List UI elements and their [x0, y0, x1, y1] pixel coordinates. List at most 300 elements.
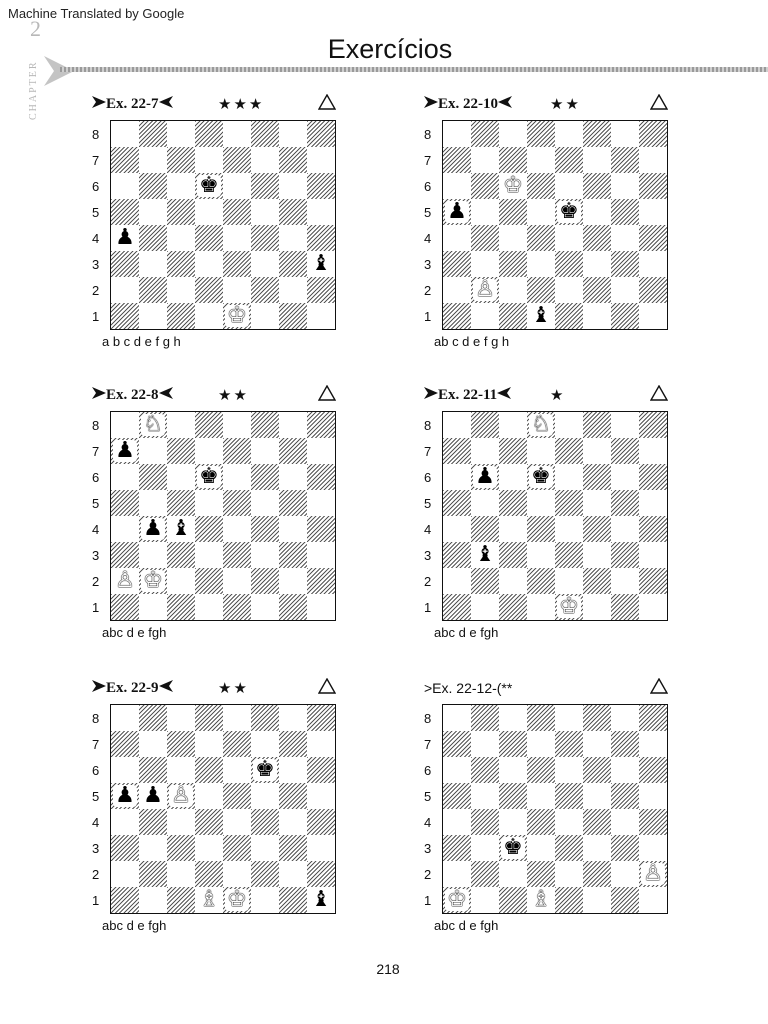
rank-number: 8: [424, 127, 432, 142]
light-square: [471, 887, 499, 913]
page-title: Exercícios: [327, 34, 453, 64]
black-king-icon: ♚: [255, 757, 275, 782]
dark-square: [639, 464, 667, 490]
light-square: [167, 705, 195, 731]
light-square: [527, 783, 555, 809]
light-square: [583, 783, 611, 809]
white-knight-icon: ♘: [531, 412, 551, 437]
light-square: [167, 568, 195, 594]
light-square: [555, 412, 583, 438]
light-square: [443, 705, 471, 731]
light-square: [251, 835, 279, 861]
rank-number: 6: [424, 470, 432, 485]
light-square: [139, 438, 167, 464]
light-square: [499, 277, 527, 303]
light-square: [139, 147, 167, 173]
light-square: [527, 731, 555, 757]
triangle-icon: [650, 385, 668, 401]
rank-number: 6: [92, 179, 100, 194]
light-square: [527, 490, 555, 516]
light-square: [195, 199, 223, 225]
dark-square: [471, 173, 499, 199]
rank-number: 8: [92, 418, 100, 433]
rank-number: 3: [92, 548, 100, 563]
dark-square: [279, 438, 307, 464]
dark-square: [471, 225, 499, 251]
diagram-heading: [424, 680, 674, 700]
white-king-icon: ♔: [503, 173, 523, 198]
triangle-icon: [318, 385, 336, 401]
light-square: [499, 568, 527, 594]
exercise-number: Ex. 22-8: [106, 387, 159, 403]
dark-square: [167, 542, 195, 568]
rank-number: 2: [424, 867, 432, 882]
diagram-ex-22-12: [424, 680, 684, 940]
light-square: [139, 594, 167, 620]
dark-square: [195, 809, 223, 835]
light-square: [471, 783, 499, 809]
light-square: [167, 861, 195, 887]
light-square: [195, 594, 223, 620]
file-labels: abc d e fgh: [434, 918, 499, 933]
dark-square: [307, 861, 335, 887]
black-bishop-icon: ♝: [311, 251, 331, 276]
dark-square: [167, 887, 195, 913]
white-king-icon: ♔: [447, 887, 467, 912]
dark-square: [443, 542, 471, 568]
light-square: [499, 705, 527, 731]
light-square: [443, 568, 471, 594]
dark-square: [639, 173, 667, 199]
dark-square: [111, 303, 139, 329]
dark-square: [223, 783, 251, 809]
light-square: [111, 861, 139, 887]
light-square: [139, 251, 167, 277]
light-square: [279, 277, 307, 303]
dark-square: [639, 412, 667, 438]
dark-square: [583, 121, 611, 147]
light-square: [279, 705, 307, 731]
light-square: [167, 464, 195, 490]
rank-number: 6: [92, 763, 100, 778]
dark-square: [279, 147, 307, 173]
dark-square: [307, 516, 335, 542]
dark-square: [223, 594, 251, 620]
light-square: [195, 783, 223, 809]
arrowhead-left-icon: [159, 387, 173, 399]
light-square: [443, 757, 471, 783]
white-pawn-icon: ♙: [643, 861, 663, 886]
exercise-label: [424, 96, 512, 113]
dark-square: [223, 199, 251, 225]
light-square: [639, 783, 667, 809]
dark-square: [223, 251, 251, 277]
light-square: [555, 277, 583, 303]
dark-square: [111, 835, 139, 861]
dark-square: [583, 809, 611, 835]
light-square: [443, 516, 471, 542]
dark-square: [583, 705, 611, 731]
light-square: [471, 251, 499, 277]
dark-square: [583, 464, 611, 490]
light-square: [499, 121, 527, 147]
light-square: [195, 147, 223, 173]
black-pawn-icon: ♟: [115, 438, 135, 463]
dark-square: [443, 594, 471, 620]
dark-square: [279, 490, 307, 516]
dark-square: [499, 199, 527, 225]
rank-number: 4: [424, 522, 432, 537]
dark-square: [555, 251, 583, 277]
light-square: [583, 303, 611, 329]
light-square: [611, 277, 639, 303]
light-square: [583, 835, 611, 861]
light-square: [555, 861, 583, 887]
light-square: [251, 542, 279, 568]
dark-square: [611, 438, 639, 464]
light-square: [555, 225, 583, 251]
light-square: [471, 835, 499, 861]
dark-square: [111, 542, 139, 568]
light-square: [527, 147, 555, 173]
light-square: [583, 490, 611, 516]
chess-board: [110, 120, 336, 330]
light-square: [639, 731, 667, 757]
rank-number: 7: [424, 153, 432, 168]
light-square: [279, 225, 307, 251]
arrowhead-left-icon: [498, 96, 512, 108]
light-square: [639, 199, 667, 225]
dark-square: [583, 861, 611, 887]
dark-square: [167, 303, 195, 329]
light-square: [111, 464, 139, 490]
rank-number: 4: [424, 231, 432, 246]
dark-square: [111, 147, 139, 173]
dark-square: [527, 809, 555, 835]
light-square: [639, 251, 667, 277]
exercise-number: Ex. 22-9: [106, 680, 159, 696]
light-square: [307, 783, 335, 809]
dark-square: [443, 251, 471, 277]
diagram-ex-22-10: [424, 96, 684, 356]
exercise-number: Ex. 22-11: [438, 387, 498, 403]
light-square: [223, 173, 251, 199]
light-square: [167, 277, 195, 303]
dark-square: [167, 731, 195, 757]
dark-square: [639, 568, 667, 594]
dark-square: [471, 412, 499, 438]
dark-square: [139, 809, 167, 835]
dark-square: [555, 542, 583, 568]
rank-number: 7: [424, 737, 432, 752]
light-square: [555, 809, 583, 835]
rank-number: 4: [424, 815, 432, 830]
light-square: [499, 757, 527, 783]
light-square: [611, 809, 639, 835]
white-knight-icon: ♘: [143, 412, 163, 437]
black-king-icon: ♚: [503, 835, 523, 860]
light-square: [443, 225, 471, 251]
arrowhead-icon: [424, 387, 438, 399]
light-square: [639, 147, 667, 173]
file-labels: abc d e fgh: [434, 625, 499, 640]
dark-square: [139, 277, 167, 303]
light-square: [111, 173, 139, 199]
light-square: [443, 121, 471, 147]
light-square: [167, 757, 195, 783]
exercise-label: [92, 680, 173, 697]
dark-square: [251, 173, 279, 199]
light-square: [279, 173, 307, 199]
rank-number: 6: [92, 470, 100, 485]
dark-square: [223, 147, 251, 173]
light-square: [611, 121, 639, 147]
dark-square: [111, 731, 139, 757]
light-square: [279, 757, 307, 783]
light-square: [611, 225, 639, 251]
light-square: [251, 303, 279, 329]
light-square: [471, 147, 499, 173]
white-pawn-icon: ♙: [475, 277, 495, 302]
light-square: [223, 464, 251, 490]
black-king-icon: ♚: [199, 464, 219, 489]
dark-square: [307, 277, 335, 303]
difficulty-stars: ★: [550, 386, 566, 404]
light-square: [251, 251, 279, 277]
light-square: [195, 542, 223, 568]
rank-number: 6: [424, 179, 432, 194]
light-square: [471, 303, 499, 329]
dark-square: [251, 705, 279, 731]
light-square: [499, 412, 527, 438]
light-square: [307, 147, 335, 173]
light-square: [583, 438, 611, 464]
chess-board: [110, 704, 336, 914]
dark-square: [611, 490, 639, 516]
light-square: [223, 412, 251, 438]
light-square: [139, 835, 167, 861]
dark-square: [443, 303, 471, 329]
dark-square: [195, 757, 223, 783]
light-square: [251, 783, 279, 809]
dark-square: [611, 731, 639, 757]
light-square: [251, 147, 279, 173]
dark-square: [583, 225, 611, 251]
arrowhead-icon: [92, 387, 106, 399]
diagram-heading: [424, 96, 674, 116]
dark-square: [611, 303, 639, 329]
rank-number: 8: [424, 711, 432, 726]
light-square: [639, 887, 667, 913]
dark-square: [471, 861, 499, 887]
light-square: [167, 121, 195, 147]
light-square: [167, 225, 195, 251]
diagram-heading: [92, 96, 342, 116]
dark-square: [195, 516, 223, 542]
light-square: [443, 412, 471, 438]
white-king-icon: ♔: [559, 594, 579, 619]
exercise-label: [92, 387, 173, 404]
light-square: [279, 121, 307, 147]
light-square: [499, 464, 527, 490]
light-square: [583, 887, 611, 913]
page-number: 218: [376, 961, 400, 977]
light-square: [611, 464, 639, 490]
dark-square: [251, 516, 279, 542]
rank-labels: [92, 706, 108, 914]
rank-number: 3: [92, 841, 100, 856]
dark-square: [307, 568, 335, 594]
light-square: [555, 121, 583, 147]
dark-square: [611, 594, 639, 620]
black-pawn-icon: ♟: [475, 464, 495, 489]
dark-square: [527, 568, 555, 594]
light-square: [195, 303, 223, 329]
light-square: [471, 438, 499, 464]
dark-square: [111, 199, 139, 225]
chess-board: [442, 704, 668, 914]
arrowhead-icon: [424, 96, 438, 108]
dark-square: [555, 438, 583, 464]
dark-square: [251, 861, 279, 887]
light-square: [139, 303, 167, 329]
light-square: [251, 887, 279, 913]
dark-square: [527, 225, 555, 251]
dark-square: [443, 490, 471, 516]
dark-square: [167, 594, 195, 620]
white-king-icon: ♔: [143, 568, 163, 593]
light-square: [223, 277, 251, 303]
light-square: [499, 809, 527, 835]
dark-square: [443, 835, 471, 861]
light-square: [307, 594, 335, 620]
dark-square: [611, 199, 639, 225]
dark-square: [499, 594, 527, 620]
diagram-heading: [92, 387, 342, 407]
light-square: [639, 542, 667, 568]
dark-square: [527, 277, 555, 303]
light-square: [195, 490, 223, 516]
light-square: [251, 438, 279, 464]
arrowhead-icon: [92, 96, 106, 108]
rank-number: 5: [424, 496, 432, 511]
light-square: [611, 861, 639, 887]
light-square: [583, 147, 611, 173]
light-square: [555, 173, 583, 199]
chess-board: [442, 411, 668, 621]
light-square: [279, 464, 307, 490]
dark-square: [307, 757, 335, 783]
rank-number: 7: [424, 444, 432, 459]
rank-number: 6: [424, 763, 432, 778]
rank-number: 5: [424, 205, 432, 220]
white-king-icon: ♔: [227, 303, 247, 328]
light-square: [443, 464, 471, 490]
rank-number: 4: [92, 815, 100, 830]
light-square: [639, 594, 667, 620]
rank-number: 3: [92, 257, 100, 272]
light-square: [111, 757, 139, 783]
dark-square: [471, 516, 499, 542]
white-king-icon: ♔: [227, 887, 247, 912]
dark-square: [583, 277, 611, 303]
rank-number: 8: [92, 127, 100, 142]
dark-square: [195, 861, 223, 887]
rank-number: 1: [424, 893, 432, 908]
dark-square: [611, 147, 639, 173]
dark-square: [527, 757, 555, 783]
dark-square: [555, 731, 583, 757]
light-square: [639, 303, 667, 329]
light-square: [279, 809, 307, 835]
dark-square: [639, 809, 667, 835]
black-bishop-icon: ♝: [171, 516, 191, 541]
diagram-ex-22-11: [424, 387, 684, 647]
exercise-number: Ex. 22-10: [438, 96, 498, 112]
rank-number: 2: [92, 283, 100, 298]
light-square: [611, 568, 639, 594]
light-square: [307, 731, 335, 757]
dark-square: [499, 887, 527, 913]
light-square: [279, 861, 307, 887]
dark-square: [279, 835, 307, 861]
light-square: [111, 516, 139, 542]
light-square: [307, 199, 335, 225]
light-square: [583, 731, 611, 757]
light-square: [527, 835, 555, 861]
arrowhead-left-icon: [497, 387, 511, 399]
light-square: [639, 438, 667, 464]
dark-square: [167, 147, 195, 173]
light-square: [251, 490, 279, 516]
dark-square: [555, 490, 583, 516]
dark-square: [555, 303, 583, 329]
dark-square: [527, 861, 555, 887]
dark-square: [499, 783, 527, 809]
chapter-label: CHAPTER: [28, 60, 39, 120]
dark-square: [499, 438, 527, 464]
light-square: [139, 887, 167, 913]
triangle-icon: [318, 678, 336, 694]
difficulty-stars: ★★★: [218, 95, 265, 113]
light-square: [611, 757, 639, 783]
dark-square: [639, 757, 667, 783]
light-square: [443, 809, 471, 835]
light-square: [139, 731, 167, 757]
white-bishop-icon: ♗: [199, 887, 219, 912]
black-pawn-icon: ♟: [143, 783, 163, 808]
light-square: [639, 490, 667, 516]
black-pawn-icon: ♟: [115, 783, 135, 808]
light-square: [223, 705, 251, 731]
dark-square: [279, 542, 307, 568]
light-square: [195, 835, 223, 861]
dark-square: [195, 412, 223, 438]
dark-square: [279, 251, 307, 277]
white-bishop-icon: ♗: [531, 887, 551, 912]
arrowhead-left-icon: [159, 680, 173, 692]
light-square: [443, 277, 471, 303]
rank-labels: [92, 413, 108, 621]
light-square: [555, 705, 583, 731]
light-square: [223, 809, 251, 835]
dark-square: [139, 225, 167, 251]
dark-square: [251, 568, 279, 594]
rank-number: 3: [424, 257, 432, 272]
dark-square: [499, 251, 527, 277]
diagram-ex-22-7: [92, 96, 352, 356]
light-square: [195, 251, 223, 277]
